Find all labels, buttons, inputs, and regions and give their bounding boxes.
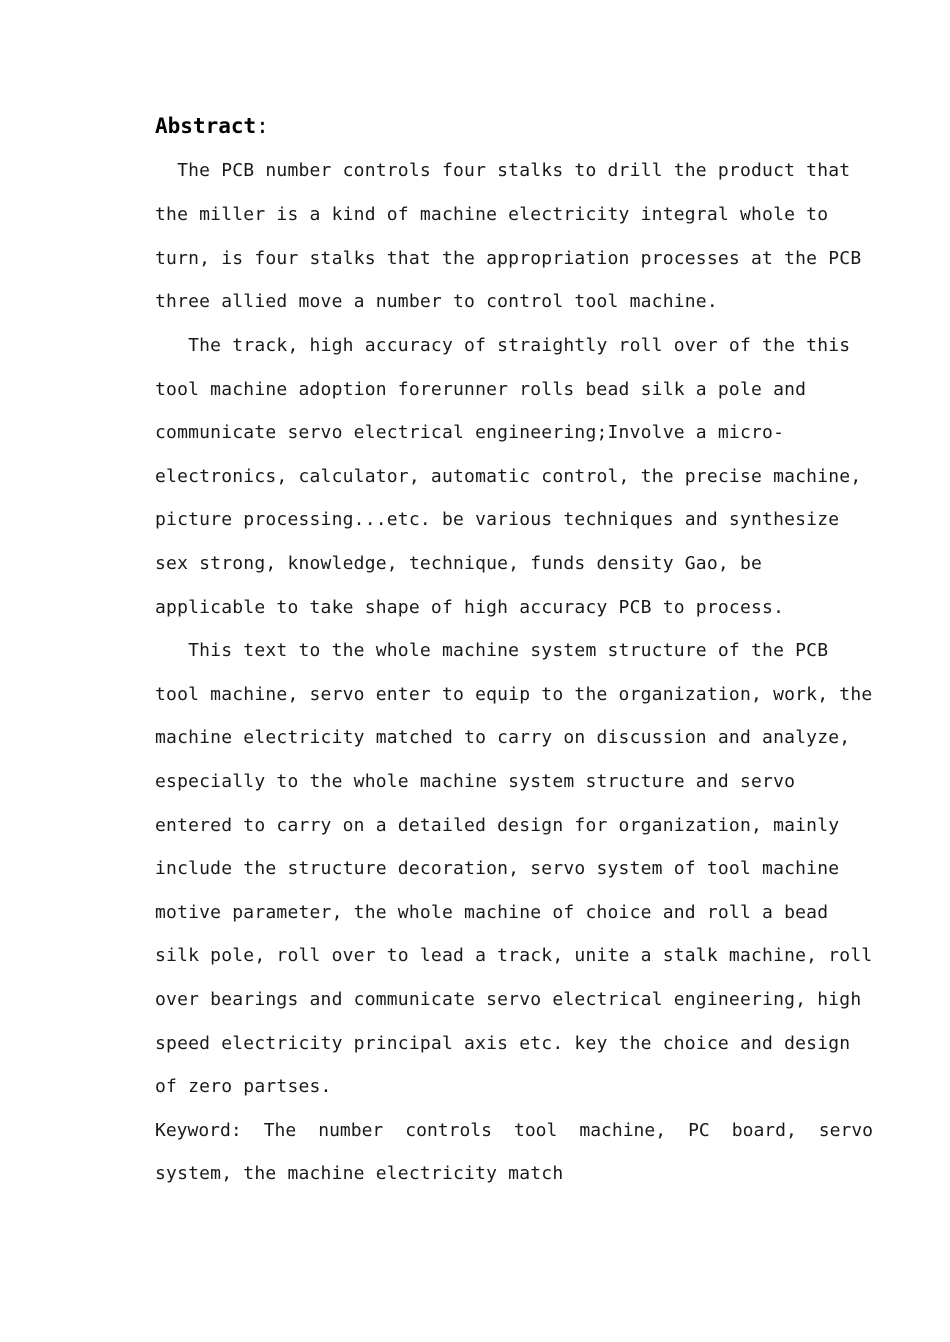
paragraph-2-line-4: electronics, calculator, automatic control, the precise machine, bbox=[155, 466, 862, 487]
paragraph-2-line-2: tool machine adoption forerunner rolls bead silk a pole and bbox=[155, 379, 807, 400]
paragraph-3-line-9: over bearings and communicate servo electrical engineering, high bbox=[155, 989, 862, 1010]
paragraph-3-line-4: especially to the whole machine system structure and servo bbox=[155, 771, 796, 792]
keyword-line-2: system, the machine electricity match bbox=[155, 1163, 564, 1184]
paragraph-3-line-6: include the structure decoration, servo system of tool machine bbox=[155, 858, 840, 879]
paragraph-1-line-2: the miller is a kind of machine electricity integral whole to bbox=[155, 204, 829, 225]
paragraph-3-line-1: This text to the whole machine system structure of the PCB bbox=[155, 640, 829, 661]
paragraph-3-line-10: speed electricity principal axis etc. key the choice and design bbox=[155, 1033, 851, 1054]
abstract-heading bbox=[155, 114, 269, 138]
paragraph-1-line-4: three allied move a number to control tool machine. bbox=[155, 291, 718, 312]
paragraph-1-line-1: The PCB number controls four stalks to drill the product that bbox=[155, 160, 851, 181]
paragraph-2-line-5: picture processing...etc. be various techniques and synthesize bbox=[155, 509, 840, 530]
paragraph-1-line-3: turn, is four stalks that the appropriation processes at the PCB bbox=[155, 248, 862, 269]
paragraph-3-line-5: entered to carry on a detailed design for organization, mainly bbox=[155, 815, 840, 836]
keyword-line-1: Keyword: The number controls tool machine, PC board, servo bbox=[155, 1120, 873, 1141]
paragraph-2-line-7: applicable to take shape of high accuracy PCB to process. bbox=[155, 597, 785, 618]
paragraph-3-line-11: of zero partses. bbox=[155, 1076, 332, 1097]
paragraph-3-line-2: tool machine, servo enter to equip to the organization, work, the bbox=[155, 684, 873, 705]
abstract-heading-colon: : bbox=[256, 114, 269, 138]
paragraph-3-line-7: motive parameter, the whole machine of choice and roll a bead bbox=[155, 902, 829, 923]
paragraph-2-line-6: sex strong, knowledge, technique, funds density Gao, be bbox=[155, 553, 763, 574]
paragraph-3-line-8: silk pole, roll over to lead a track, unite a stalk machine, roll bbox=[155, 945, 873, 966]
abstract-heading-label: Abstract bbox=[155, 114, 257, 138]
paragraph-2-line-1: The track, high accuracy of straightly roll over of the this bbox=[155, 335, 851, 356]
paragraph-3-line-3: machine electricity matched to carry on discussion and analyze, bbox=[155, 727, 851, 748]
paragraph-2-line-3: communicate servo electrical engineering;Involve a micro- bbox=[155, 422, 785, 443]
